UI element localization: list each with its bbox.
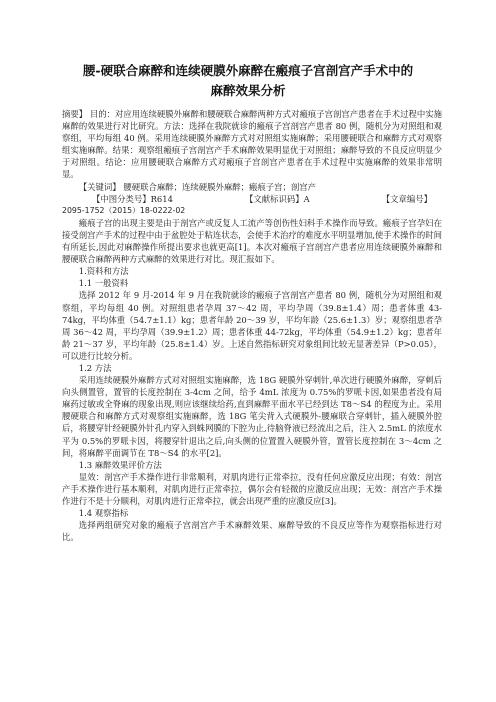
method-paragraph: 采用连续硬膜外麻醉方式对对照组实施麻醉，选 18G 硬膜外穿刺针,单次进行硬膜外麻醉，穿刺后向头侧置管，置管的长度控制在 3-4cm 之间，给予 4mL 浓度为 0.75%的罗哌卡因,如果患者没有局麻药过敏或全脊麻的现象出现,则应该继续给药,直到麻醉平面水平已经到达 T8～S4 的程度为止。采用腰硬联合和麻醉方式对观察组实施麻醉，选 18G 笔尖背入式硬膜外-腰麻联合穿刺针，插入硬膜外腔后，将腰穿针经硬膜外针孔内穿入到蛛网膜的下腔为止,待脑脊液已经流出之后，注入 2.5mL 的浓度水平为 0.5%的罗哌卡因，将腰穿针退出之后,向头侧的位置置入硬膜外管，置管长度控制在 3～4cm 之间，将麻醉平面调节在 T8～S4 的水平[2]。 <box>62 375 442 458</box>
observation-paragraph: 选择两组研究对象的瘢痕子宫剖宫产手术麻醉效果、麻醉导致的不良反应等作为观察指标进行对比。 <box>62 520 442 543</box>
abstract: 摘要】 目的：对应用连续硬膜外麻醉和腰硬联合麻醉两种方式对瘢痕子宫剖宫产患者在手术过程中实施麻醉的效果进行对比研究。方法：选择在我院就诊的瘢痕子宫剖宫产患者 80 例，随机分为对照组和观察组，平均每组 40 例。采用连续硬膜外麻醉方式对对照组实施麻醉；采用腰硬联合和麻醉方式对观察组实施麻醉。结果：观察组瘢痕子宫剖宫产手术麻醉效果明显优于对照组；麻醉导致的不良反应明显少于对照组。结论：应用腰硬联合麻醉方式对瘢痕子宫剖宫产患者在手术过程中实施麻醉的效果非常明显。 <box>62 109 442 180</box>
general-data-paragraph: 选择 2012 年 9 月-2014 年 9 月在我院就诊的瘢痕子宫剖宫产患者 80 例，随机分为对照组和观察组，平均每组 40 例。对照组患者孕周 37～42 周，平均孕周（39.8±1.4）周；患者体重 43-74kg，平均体重（54.7±1.1）kg；患者年龄 20～39 岁，平均年龄（25.6±1.3）岁；观察组患者孕周 36～42 周，平均孕周（39.9±1.2）周；患者体重 44-72kg，平均体重（54.9±1.2）kg；患者年龄 21～37 岁，平均年龄（25.8±1.4）岁。上述自然指标研究对象组间比较无显著差异（P>0.05），可以进行比较分析。 <box>62 290 442 361</box>
section-heading-1: 1.资料和方法 <box>78 266 129 277</box>
section-heading-1-3: 1.3 麻醉效果评价方法 <box>78 459 162 470</box>
intro-paragraph: 瘢痕子宫的出现主要是由于剖宫产或反复人工流产等创伤性妇科手术操作而导致。瘢痕子宫孕妇在接受剖宫产手术的过程中由于盆腔处于粘连状态，会使手术治疗的难度水平明显增加,使手术操作的时间有所延长,因此对麻醉操作所提出要求也就更高[1]。本次对瘢痕子宫剖宫产患者应用连续硬膜外麻醉和腰硬联合麻醉两种方式麻醉的效果进行对比。现汇报如下。 <box>62 217 442 265</box>
paper-title-line-1: 腰-硬联合麻醉和连续硬膜外麻醉在瘢痕子宫剖宫产手术中的 <box>82 63 414 78</box>
section-heading-1-2: 1.2 方法 <box>78 362 112 373</box>
section-heading-1-4: 1.4 观察指标 <box>78 508 129 519</box>
evaluation-paragraph: 显效：剖宫产手术操作进行非常顺利，对肌肉进行正常牵拉，没有任何应激反应出现；有效：剖宫产手术操作进行基本顺利，对肌肉进行正常牵拉，偶尔会有轻微的应激反应出现；无效：剖宫产手术操作进行不是十分顺利，对肌肉进行正常牵拉，就会出现严重的应激反应[3]。 <box>62 471 442 506</box>
document-code: 【文献标识码】A <box>244 193 310 204</box>
article-id-label: 【文章编号】 <box>381 193 432 204</box>
paper-body <box>62 108 442 543</box>
clc-number: 【中图分类号】R614 <box>92 193 173 204</box>
issn-line: 2095-1752（2015）18-0222-02 <box>62 205 186 215</box>
keywords: 【关键词】 腰硬联合麻醉；连续硬膜外麻醉；瘢痕子宫；剖宫产 <box>78 181 316 192</box>
meta-row <box>62 193 442 205</box>
paper-title-line-2: 麻醉效果分析 <box>210 83 286 98</box>
section-heading-1-1: 1.1 一般资料 <box>78 278 129 289</box>
